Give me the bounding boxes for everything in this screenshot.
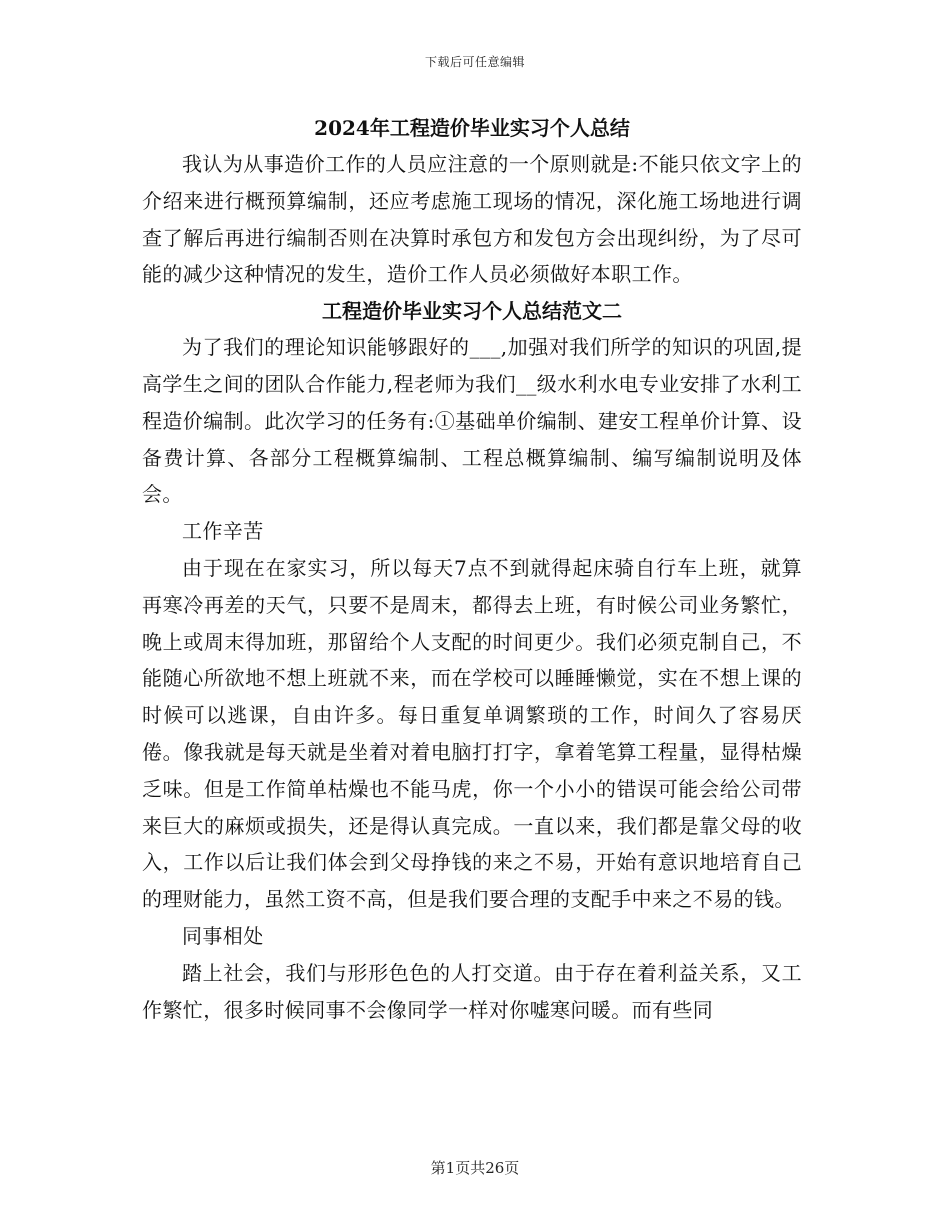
paragraph-intro: 为了我们的理论知识能够跟好的___,加强对我们所学的知识的巩固,提高学生之间的团队合作能力,程老师为我们__级水利水电专业安排了水利工程造价编制。此次学习的任务有:①基础单价编制、建安工程单价计算、设备费计算、各部分工程概算编制、工程总概算编制、编写编制说明及体会。 bbox=[142, 335, 802, 507]
page-footer: 第1页共26页 bbox=[430, 1159, 520, 1177]
subheading-hard-work: 工作辛苦 bbox=[182, 519, 264, 544]
paragraph-hard-work: 由于现在在家实习，所以每天7点不到就得起床骑自行车上班，就算再寒冷再差的天气，只要不是周末，都得去上班，有时候公司业务繁忙，晚上或周末得加班，那留给个人支配的时间更少。我们必须克制自己，不能随心所欲地不想上班就不来，而在学校可以睡睡懒觉，实在不想上课的时候可以逃课，自由许多。每日重复单调繁琐的工作，时间久了容易厌倦。像我就是每天就是坐着对着电脑打打字，拿着笔算工程量，显得枯燥乏味。但是工作简单枯燥也不能马虎，你一个小小的错误可能会给公司带来巨大的麻烦或损失，还是得认真完成。一直以来，我们都是靠父母的收入，工作以后让我们体会到父母挣钱的来之不易，开始有意识地培育自己的理财能力，虽然工资不高，但是我们要合理的支配手中来之不易的钱。 bbox=[142, 555, 802, 912]
section-title-sample-two: 工程造价毕业实习个人总结范文二 bbox=[322, 299, 622, 324]
paragraph-colleagues: 踏上社会，我们与形形色色的人打交道。由于存在着利益关系，又工作繁忙，很多时候同事不会像同学一样对你嘘寒问暖。而有些同 bbox=[142, 960, 802, 1022]
document-title: 2024年工程造价毕业实习个人总结 bbox=[314, 116, 630, 140]
paragraph-principle: 我认为从事造价工作的人员应注意的一个原则就是:不能只依文字上的介绍来进行概预算编制，还应考虑施工现场的情况，深化施工场地进行调查了解后再进行编制否则在决算时承包方和发包方会出现纠纷，为了尽可能的减少这种情况的发生，造价工作人员必须做好本职工作。 bbox=[142, 152, 802, 287]
subheading-colleagues: 同事相处 bbox=[182, 923, 264, 948]
document-body bbox=[142, 110, 802, 1028]
page-header: 下载后可任意编辑 bbox=[424, 55, 525, 69]
